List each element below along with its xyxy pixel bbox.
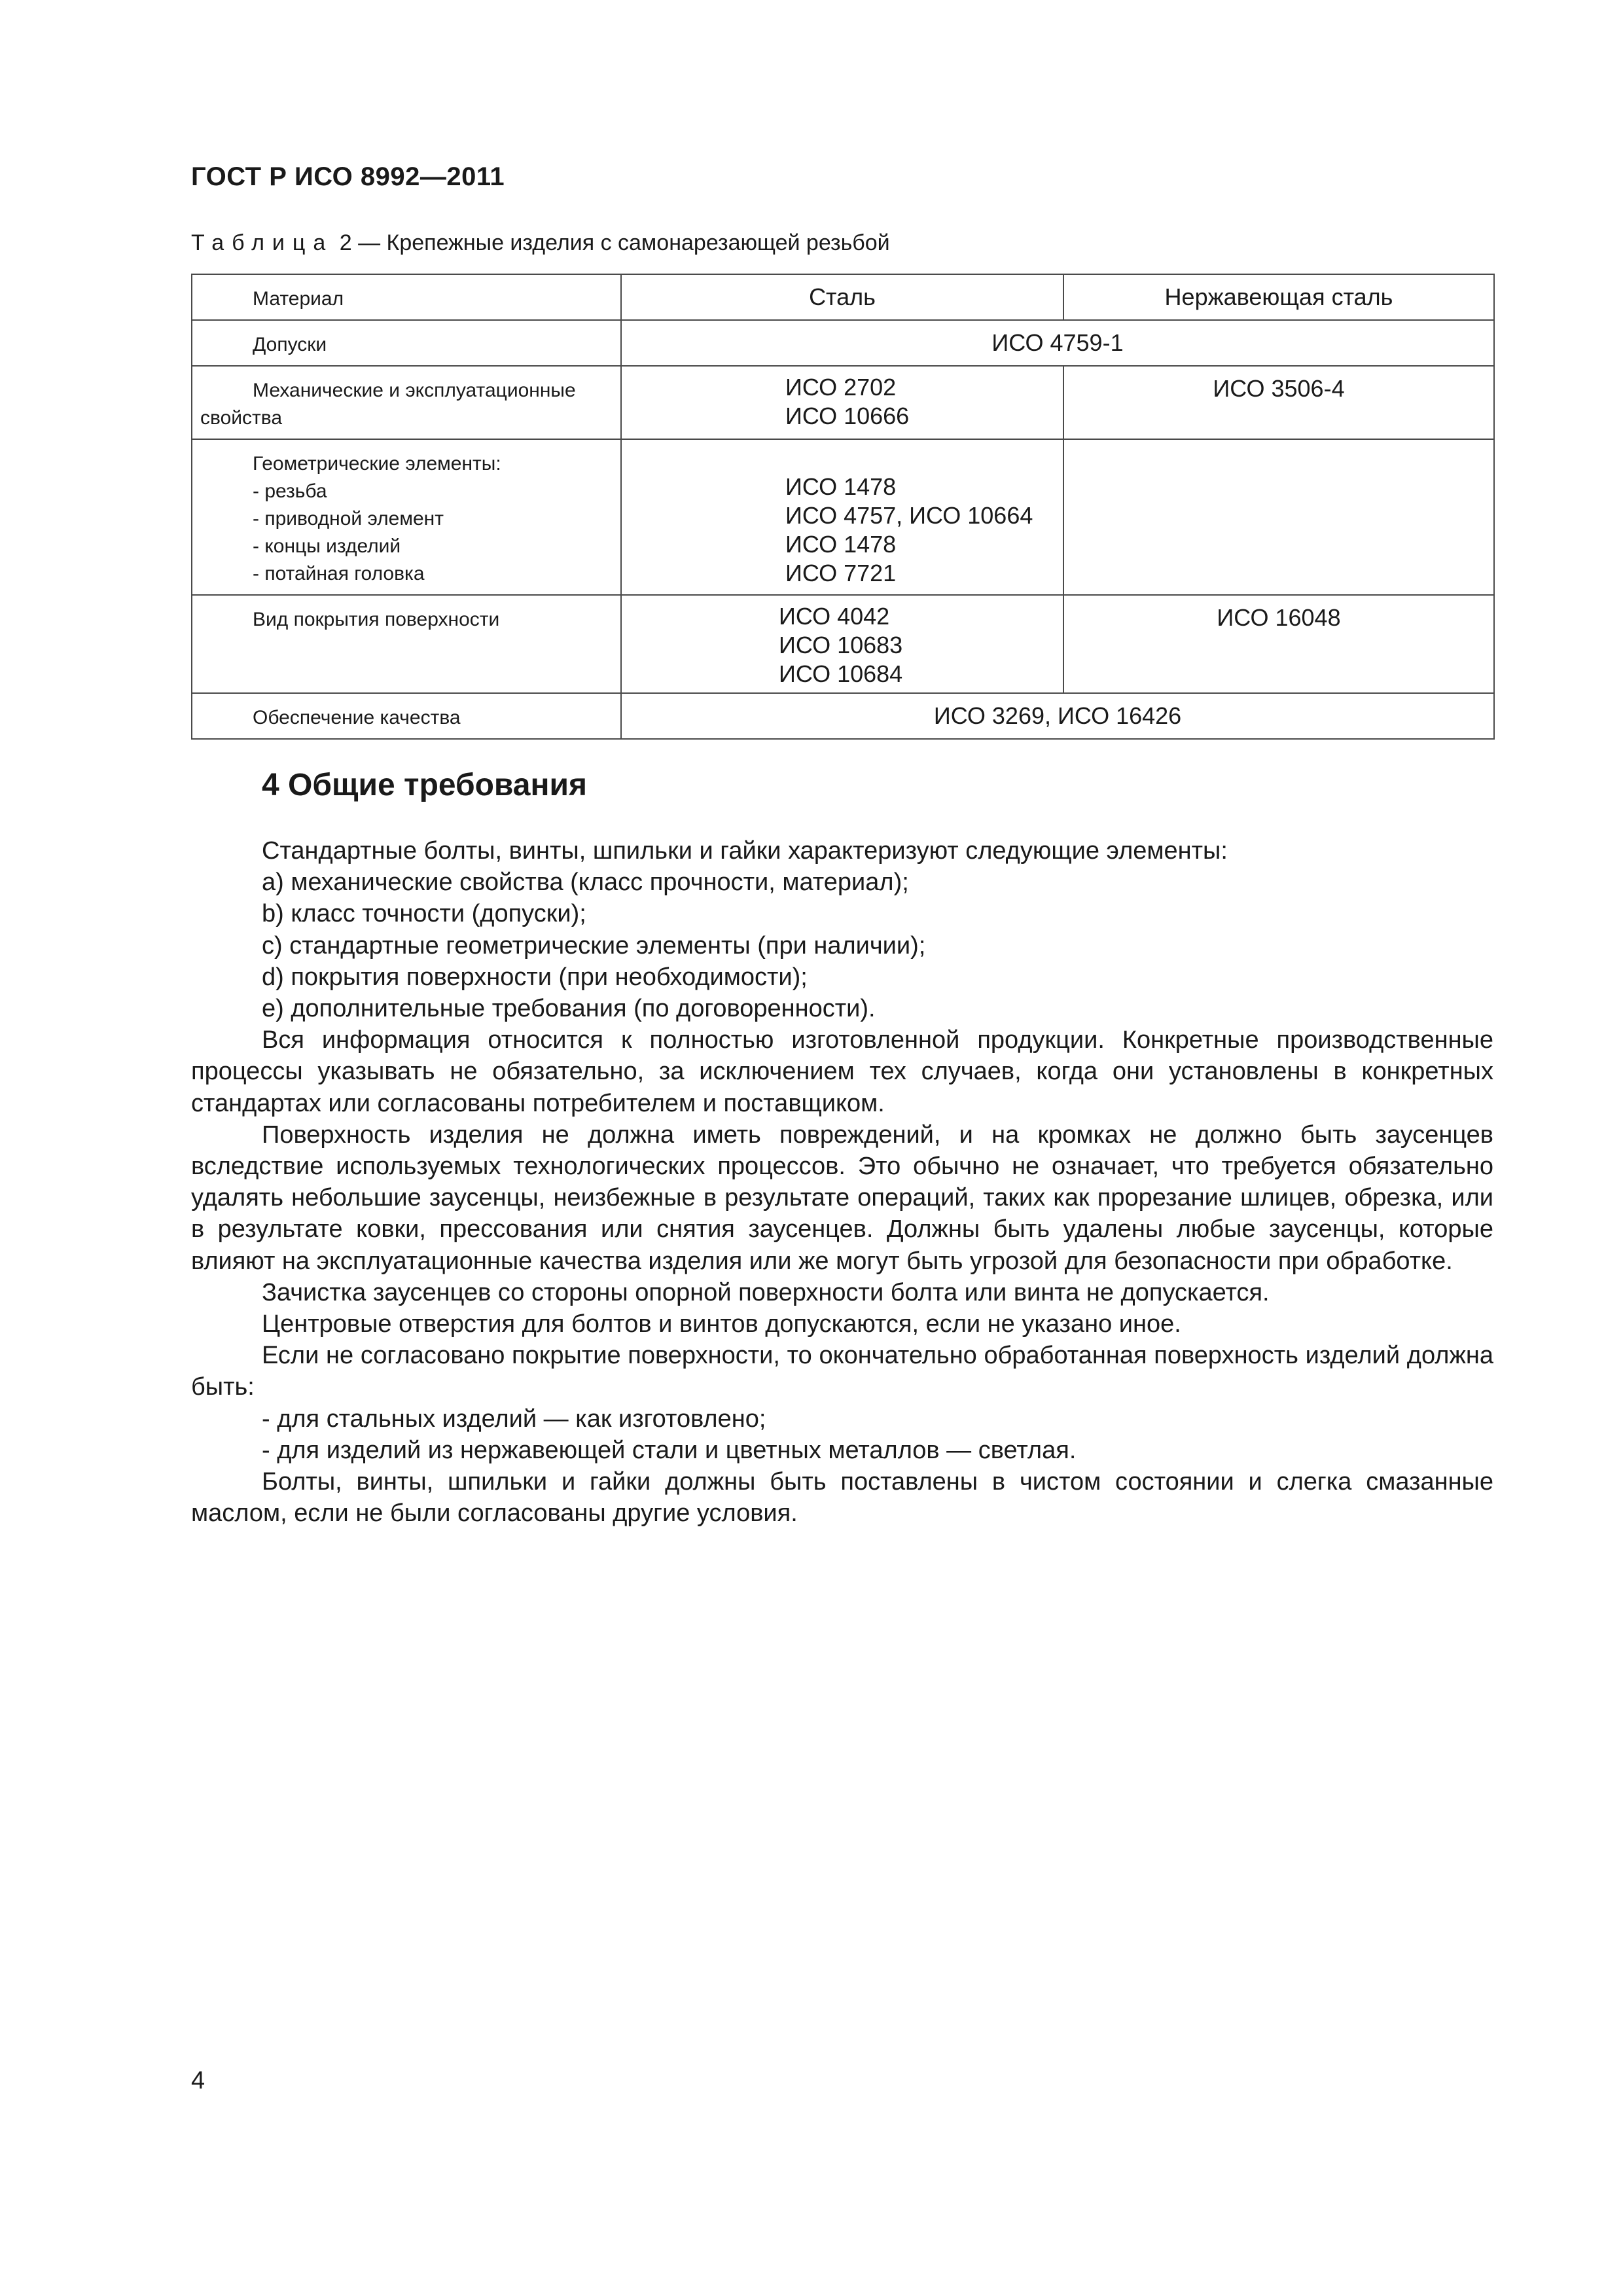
paragraph: Вся информация относится к полностью изготовленной продукции. Конкретные производственные процессы указывать не обязательно, за исключением тех случаев, когда они установлены в конкретных стандартах или согласованы потребителем и поставщиком. bbox=[191, 1026, 1493, 1117]
row-label: Механические и эксплуатационные свойства bbox=[192, 366, 621, 439]
page-number: 4 bbox=[191, 2067, 205, 2094]
table-row-tolerances bbox=[192, 320, 1494, 366]
table-row-quality bbox=[192, 693, 1494, 739]
list-item: c) стандартные геометрические элементы (при наличии); bbox=[262, 931, 926, 960]
header-cell-material: Материал bbox=[192, 274, 621, 320]
list-item: a) механические свойства (класс прочности, материал); bbox=[262, 869, 909, 897]
list-item: d) покрытия поверхности (при необходимости); bbox=[262, 963, 808, 991]
row-value-stainless: ИСО 3506-4 bbox=[1063, 366, 1494, 439]
paragraph: Болты, винты, шпильки и гайки должны быть поставлены в чистом состоянии и слегка смазанные маслом, если не были согласованы другие условия. bbox=[191, 1468, 1493, 1528]
table-caption bbox=[191, 230, 890, 256]
paragraph: Центровые отверстия для болтов и винтов допускаются, если не указано иное. bbox=[262, 1310, 1181, 1338]
paragraph: Поверхность изделия не должна иметь повреждений, и на кромках не должно быть заусенцев вследствие используемых технологических процессов. Это обычно не означает, что требуется обязательно удалять небольшие заусенцы, неизбежные в результате операций, таких как прорезание шлицев, обрезка, или в результате ковки, прессования или снятия заусенцев. Должны быть удалены любые заусенцы, которые влияют на эксплуатационные качества изделия или же могут быть угрозой для безопасности при обработке. bbox=[191, 1121, 1493, 1275]
row-value-stainless: ИСО 16048 bbox=[1063, 595, 1494, 693]
row-value-steel: ИСО 4042 ИСО 10683 ИСО 10684 bbox=[621, 595, 1063, 693]
paragraph: Если не согласовано покрытие поверхности, то окончательно обработанная поверхность изделий должна быть: bbox=[191, 1342, 1493, 1401]
section-body bbox=[191, 835, 1493, 1529]
header-cell-stainless: Нержавеющая сталь bbox=[1063, 274, 1494, 320]
row-label: Геометрические элементы: - резьба - приводной элемент - концы изделий - потайная головка bbox=[192, 439, 621, 595]
table-header-row bbox=[192, 274, 1494, 320]
table-row-mechanical bbox=[192, 366, 1494, 439]
row-label: Обеспечение качества bbox=[192, 693, 621, 739]
row-value: ИСО 3269, ИСО 16426 bbox=[621, 693, 1494, 739]
paragraph: Зачистка заусенцев со стороны опорной поверхности болта или винта не допускается. bbox=[262, 1278, 1270, 1306]
table-caption-label: Таблица bbox=[191, 230, 334, 255]
paragraph: Стандартные болты, винты, шпильки и гайки характеризуют следующие элементы: bbox=[262, 837, 1228, 865]
row-label: Допуски bbox=[192, 320, 621, 366]
table-caption-text: 2 — Крепежные изделия с самонарезающей резьбой bbox=[333, 230, 890, 255]
document-header: ГОСТ Р ИСО 8992—2011 bbox=[191, 162, 505, 191]
table-row-geometry bbox=[192, 439, 1494, 595]
table-row-coating bbox=[192, 595, 1494, 693]
header-cell-steel: Сталь bbox=[621, 274, 1063, 320]
list-item: b) класс точности (допуски); bbox=[262, 900, 586, 928]
list-item: - для изделий из нержавеющей стали и цветных металлов — светлая. bbox=[262, 1436, 1077, 1464]
section-heading: 4 Общие требования bbox=[262, 768, 587, 802]
row-value-steel: ИСО 2702 ИСО 10666 bbox=[621, 366, 1063, 439]
list-item: e) дополнительные требования (по договоренности). bbox=[262, 995, 876, 1023]
list-item: - для стальных изделий — как изготовлено; bbox=[262, 1405, 766, 1433]
row-label: Вид покрытия поверхности bbox=[192, 595, 621, 693]
row-value: ИСО 4759-1 bbox=[621, 320, 1494, 366]
spec-table bbox=[191, 274, 1495, 740]
row-value-steel: ИСО 1478 ИСО 4757, ИСО 10664 ИСО 1478 ИСО 7721 bbox=[621, 439, 1063, 595]
row-value-stainless-empty bbox=[1063, 439, 1494, 595]
